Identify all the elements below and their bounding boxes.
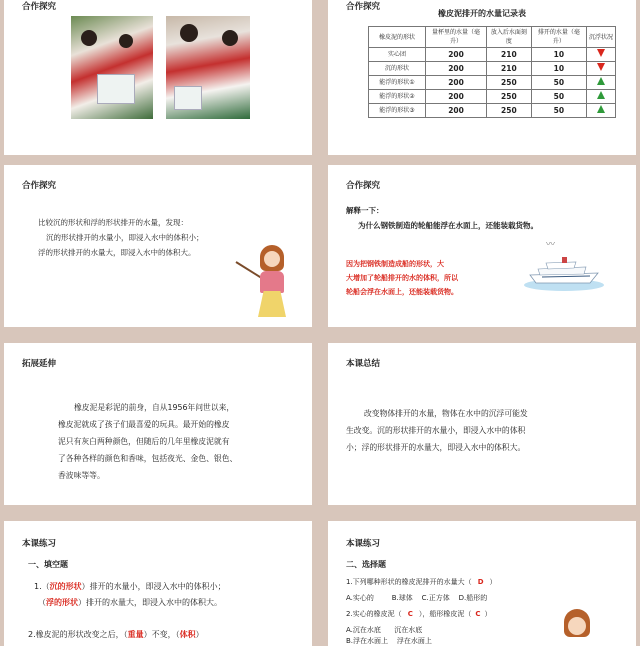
line: 大增加了轮船排开的水的体积，所以: [346, 274, 458, 282]
explain-answer: [346, 257, 458, 299]
slide-title: 合作探究: [22, 2, 57, 12]
choice-options-1: A.实心的 B.球体 C.正方体 D.船形的: [346, 594, 488, 602]
cell-displaced: 50: [531, 90, 586, 104]
table-header-row: [369, 27, 616, 48]
slide-title: 拓展延伸: [22, 359, 57, 369]
explain-prompt: 解释一下：: [346, 206, 384, 215]
cell-after: 250: [487, 76, 532, 90]
arrow-down-icon: [597, 63, 605, 71]
slide-4: [328, 165, 636, 327]
cell-shape: 能浮的形状③: [369, 104, 426, 118]
seagull-icon: 〰: [546, 240, 556, 250]
cell-state: [587, 90, 616, 104]
answer-blank: 沉的形状: [49, 582, 82, 591]
table-title: 橡皮泥排开的水量记录表: [438, 9, 526, 18]
text: ）排开的水量大，即浸入水中的体积大。: [78, 598, 222, 607]
arrow-down-icon: [597, 49, 605, 57]
slide-3: [4, 165, 312, 327]
cell-state: [587, 62, 616, 76]
line: 因为把钢铁制造成船的形状，大: [346, 260, 444, 268]
answer-blank: C: [407, 610, 413, 618]
section-fill-blank: 一、填空题: [28, 560, 68, 569]
cell-after: 210: [487, 48, 532, 62]
choice-options-2: A.沉在水底 沉在水底: [346, 626, 423, 634]
line: 橡皮泥就成了孩子们最喜爱的玩具。最开始的橡皮: [58, 420, 230, 429]
cell-after: 250: [487, 104, 532, 118]
slide-1: [4, 0, 312, 155]
slide-5: [4, 343, 312, 505]
answer-blank: 浮的形状: [46, 598, 78, 607]
slide-title: 本课练习: [346, 539, 381, 549]
line: 橡皮泥是彩泥的前身，自从1956年问世以来，: [74, 403, 235, 412]
photo-students-1: [71, 16, 153, 119]
text: 2.橡皮泥的形状改变之后，（: [28, 630, 128, 639]
cell-water: 200: [426, 104, 487, 118]
header-state: 沉浮状况: [587, 27, 616, 48]
cell-water: 200: [426, 48, 487, 62]
table-row: [369, 62, 616, 76]
text: ）: [489, 578, 497, 586]
cell-state: [587, 76, 616, 90]
teacher-illustration: [236, 245, 296, 325]
tank-shape: [97, 74, 135, 104]
fill-question-1: [34, 579, 226, 594]
slide-title: 本课总结: [346, 359, 381, 369]
line: 比较沉的形状和浮的形状排开的水量，发现：: [38, 218, 188, 227]
line: 改变物体排开的水量，物体在水中的沉浮可能发: [364, 409, 528, 418]
arrow-up-icon: [597, 91, 605, 99]
answer-blank: 体积: [179, 630, 196, 639]
student-head: [180, 24, 198, 42]
compare-text: [38, 215, 204, 260]
slide-title: 合作探究: [22, 181, 57, 191]
line: 了各种各样的颜色和香味，包括夜光、金色、银色、: [58, 454, 238, 463]
cell-displaced: 50: [531, 76, 586, 90]
cell-after: 210: [487, 62, 532, 76]
section-choice: 二、选择题: [346, 560, 386, 569]
text: 2.实心的橡皮泥（: [346, 610, 402, 618]
choice-question-2: [346, 607, 491, 622]
photo-students-2: [166, 16, 250, 119]
cruise-ship-illustration: [524, 243, 604, 293]
arrow-up-icon: [597, 77, 605, 85]
cell-water: 200: [426, 62, 487, 76]
text: ）: [195, 630, 204, 639]
slide-6: [328, 343, 636, 505]
header-shape: 橡皮泥的形状: [369, 27, 426, 48]
header-water: 量杯里的水量（毫升）: [426, 27, 487, 48]
text: ）排开的水量小，即浸入水中的体积小；: [81, 582, 226, 591]
table-row: [369, 48, 616, 62]
slide-title: 本课练习: [22, 539, 57, 549]
text: ）不变，（: [143, 630, 180, 639]
cell-shape: 能浮的形状②: [369, 90, 426, 104]
header-displaced: 排开的水量（毫升）: [531, 27, 586, 48]
text: 1.下列哪种形状的橡皮泥排开的水量大（: [346, 578, 472, 586]
fill-question-1b: [38, 595, 222, 610]
cell-water: 200: [426, 90, 487, 104]
text: 1.（: [34, 582, 50, 591]
teacher-face: [568, 617, 586, 635]
line: 泥只有灰白两种颜色，但随后的几年里橡皮泥就有: [58, 437, 230, 446]
table-row: [369, 90, 616, 104]
summary-text: [346, 405, 528, 456]
student-head: [222, 30, 238, 46]
slide-title: 合作探究: [346, 181, 381, 191]
record-table: [368, 26, 616, 118]
cell-state: [587, 48, 616, 62]
text: ），船形橡皮泥（: [418, 610, 472, 618]
tank-shape: [174, 86, 202, 110]
slide-8: [328, 521, 636, 646]
cell-displaced: 10: [531, 48, 586, 62]
teacher-body: [260, 271, 284, 293]
student-head: [81, 30, 97, 46]
line: 香波味等等。: [58, 471, 105, 480]
line: 生改变。沉的形状排开的水量小，即浸入水中的体积: [346, 426, 526, 435]
cell-water: 200: [426, 76, 487, 90]
teacher-skirt: [258, 291, 286, 317]
slide-title: 合作探究: [346, 2, 381, 12]
line: 小；浮的形状排开的水量大，即浸入水中的体积大。: [346, 443, 526, 452]
explain-question: 为什么钢铁制造的轮船能浮在水面上，还能装载货物。: [358, 221, 538, 230]
teacher-face: [264, 251, 280, 267]
ship-icon: [524, 243, 604, 293]
cell-shape: 沉的形状: [369, 62, 426, 76]
slide-7: [4, 521, 312, 646]
cell-shape: 实心团: [369, 48, 426, 62]
student-head: [119, 34, 133, 48]
text: ）: [484, 610, 492, 618]
cell-displaced: 10: [531, 62, 586, 76]
line: 浮的形状排开的水量大，即浸入水中的体积大。: [38, 248, 196, 257]
line: 沉的形状排开的水量小，即浸入水中的体积小；: [46, 233, 204, 242]
line: 轮船会浮在水面上，还能装载货物。: [346, 288, 458, 296]
text: （: [38, 598, 46, 607]
cell-state: [587, 104, 616, 118]
extension-text: [58, 399, 237, 484]
choice-options-2b: B.浮在水面上 浮在水面上: [346, 637, 432, 645]
cell-shape: 能浮的形状①: [369, 76, 426, 90]
choice-question-1: [346, 575, 497, 590]
table-row: [369, 76, 616, 90]
answer-blank: D: [477, 578, 484, 586]
table-row: [369, 104, 616, 118]
cell-after: 250: [487, 90, 532, 104]
arrow-up-icon: [597, 105, 605, 113]
answer-blank: 重量: [127, 630, 144, 639]
slide-2: [328, 0, 636, 155]
header-after: 放入后水面刻度: [487, 27, 532, 48]
cell-displaced: 50: [531, 104, 586, 118]
answer-blank: C: [475, 610, 481, 618]
teacher-illustration: [554, 609, 598, 646]
